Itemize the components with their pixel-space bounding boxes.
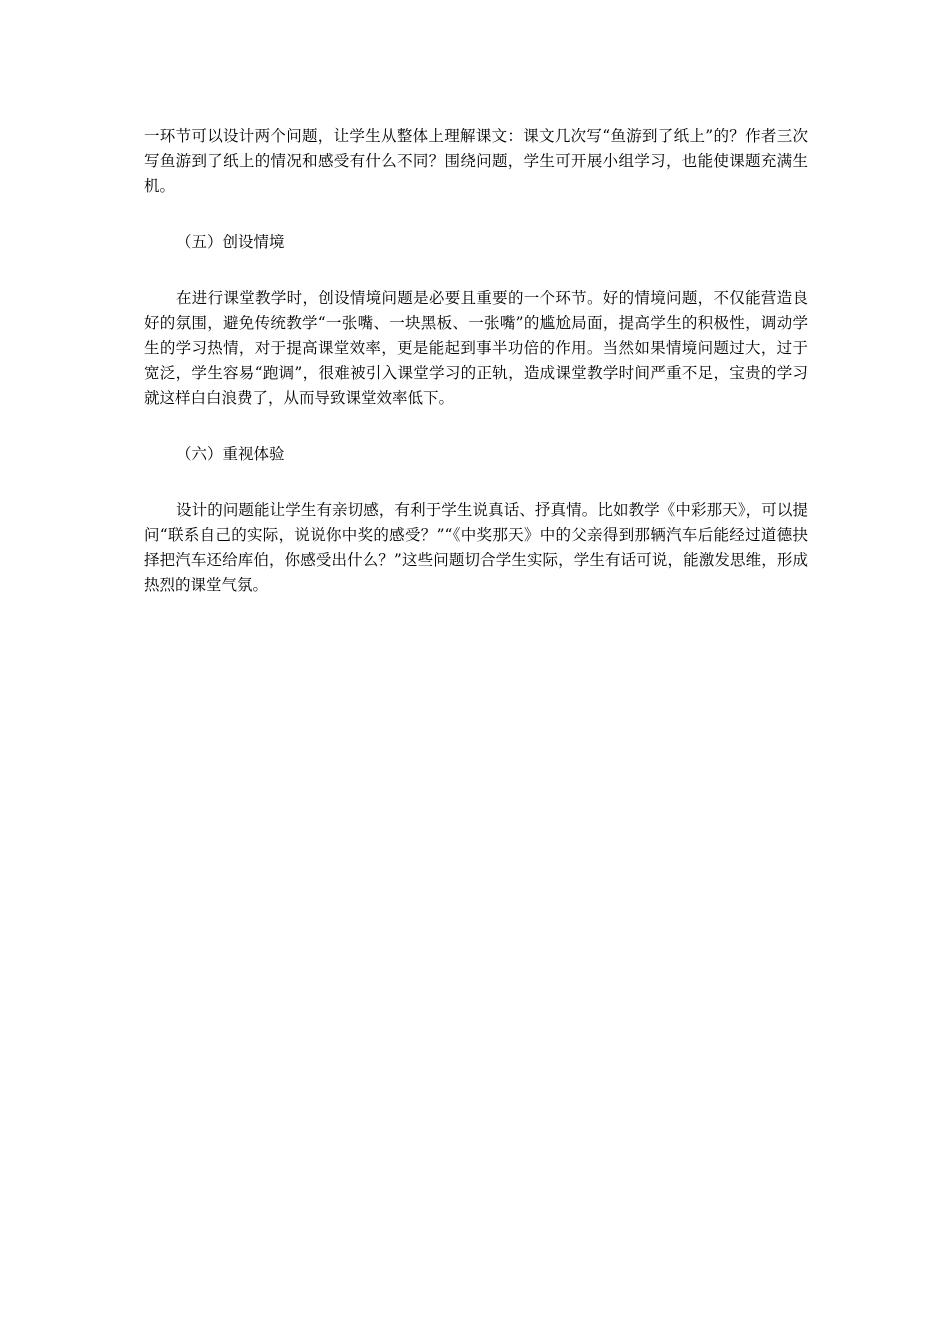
document-body xyxy=(144,124,808,598)
paragraph-create-situation: 在进行课堂教学时，创设情境问题是必要且重要的一个环节。好的情境问题，不仅能营造良好的氛围，避免传统教学“一张嘴、一块黑板、一张嘴”的尴尬局面，提高学生的积极性，调动学生的学习热情，对于提高课堂效率，更是能起到事半功倍的作用。当然如果情境问题过大，过于宽泛，学生容易“跑调”，很难被引入课堂学习的正轨，造成课堂教学时间严重不足，宝贵的学习就这样白白浪费了，从而导致课堂效率低下。 xyxy=(144,289,808,407)
paragraph-value-experience: 设计的问题能让学生有亲切感，有利于学生说真话、抒真情。比如教学《中彩那天》，可以提问“联系自己的实际，说说你中奖的感受？”“《中奖那天》中的父亲得到那辆汽车后能经过道德抉择把汽车还给库伯，你感受出什么？”这些问题切合学生实际，学生有话可说，能激发思维，形成热烈的课堂气氛。 xyxy=(144,501,808,594)
section-heading-value-experience: （六）重视体验 xyxy=(176,445,285,463)
section-heading-create-situation: （五）创设情境 xyxy=(176,233,285,251)
paragraph-intro-continuation: 一环节可以设计两个问题，让学生从整体上理解课文：课文几次写“鱼游到了纸上”的？作者三次写鱼游到了纸上的情况和感受有什么不同？围绕问题，学生可开展小组学习，也能使课题充满生机。 xyxy=(144,127,808,195)
